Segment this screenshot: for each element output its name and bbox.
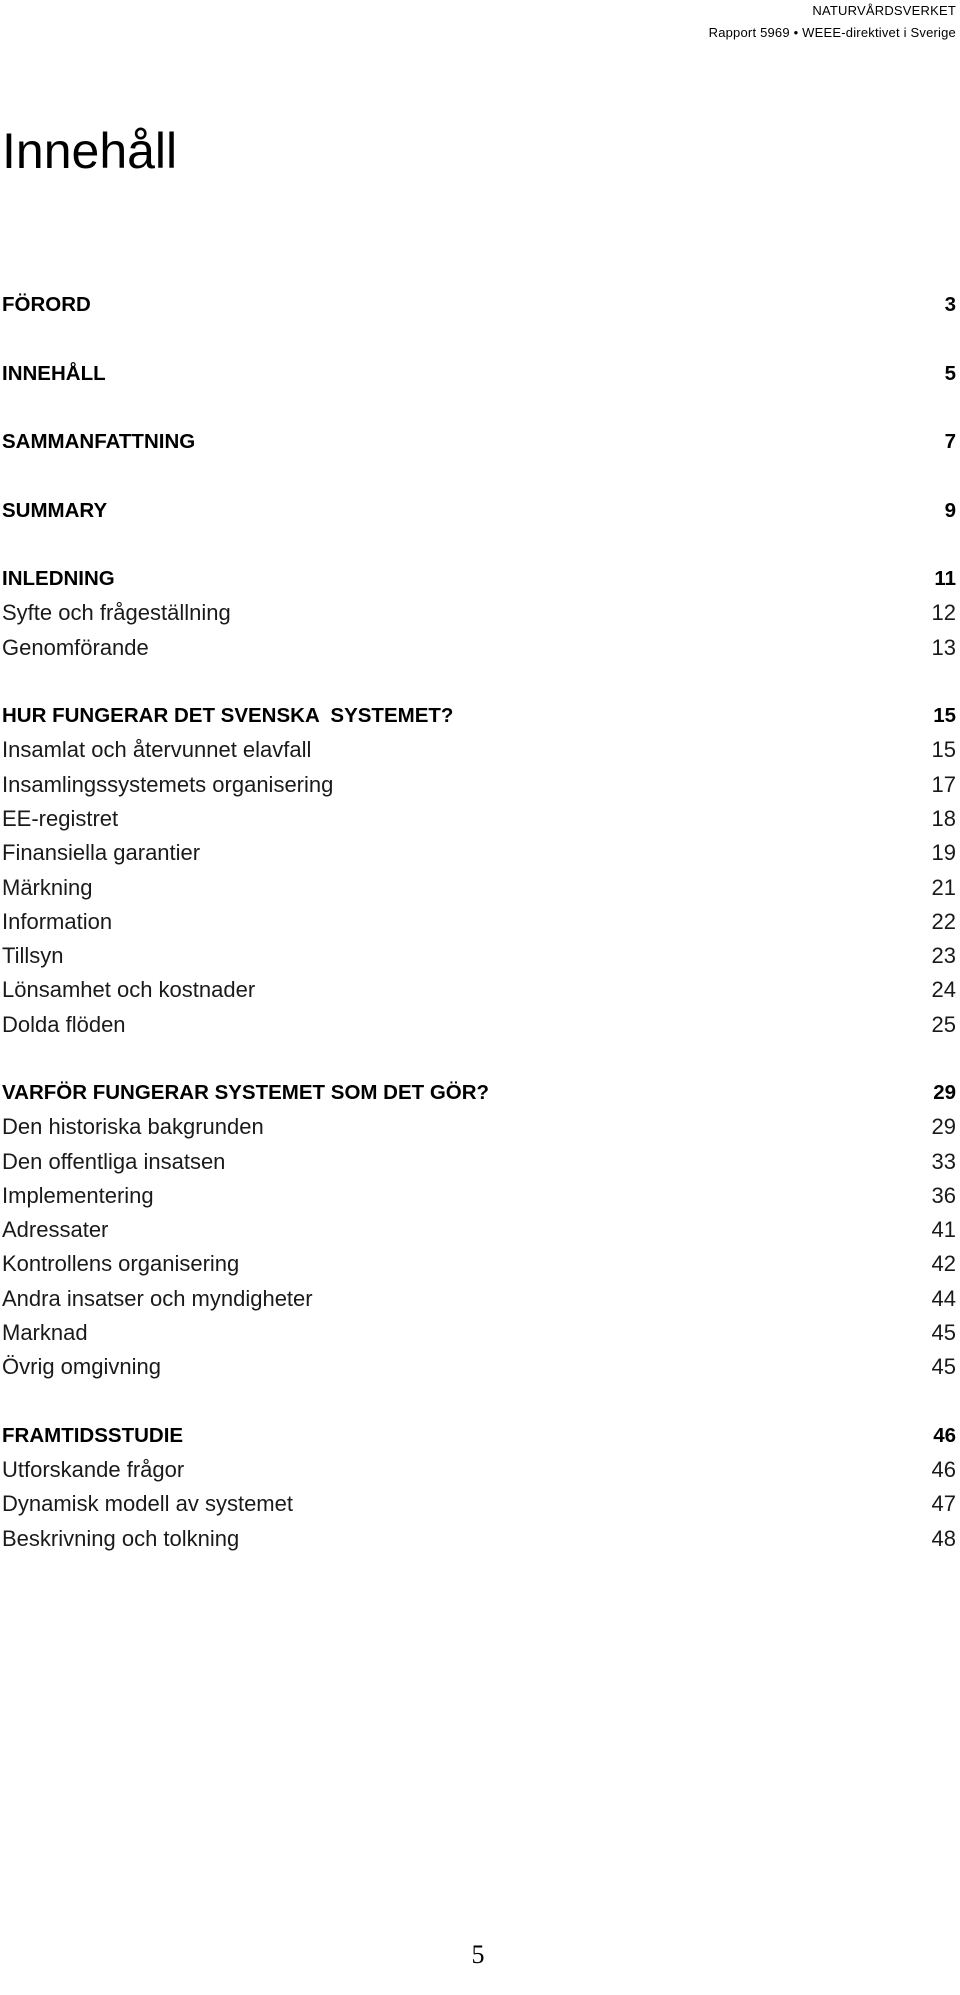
toc-heading-label: SAMMANFATTNING — [2, 430, 196, 454]
toc-entry — [2, 1247, 956, 1281]
toc-entry-page: 17 — [931, 771, 956, 797]
toc-entry-page: 45 — [931, 1319, 956, 1345]
toc-entry — [2, 939, 956, 973]
toc-entry — [2, 1008, 956, 1042]
toc-entry — [2, 1487, 956, 1521]
toc-entry — [2, 1282, 956, 1316]
toc-heading-row — [2, 1419, 956, 1453]
toc-entry-label: Utforskande frågor — [2, 1457, 185, 1483]
toc-section — [2, 494, 956, 528]
toc-heading-page: 11 — [934, 567, 956, 591]
toc-section — [2, 1419, 956, 1556]
toc-entry — [2, 733, 956, 767]
toc-entry-label: Adressater — [2, 1217, 109, 1243]
toc-section — [2, 425, 956, 459]
toc-entry-label: Den offentliga insatsen — [2, 1148, 226, 1174]
toc-entry-label: Beskrivning och tolkning — [2, 1525, 240, 1551]
toc-entry-label: Syfte och frågeställning — [2, 600, 231, 626]
toc-entry-label: Tillsyn — [2, 943, 64, 969]
toc-heading-label: SUMMARY — [2, 498, 108, 522]
toc-entry-label: Dolda flöden — [2, 1011, 126, 1037]
toc-entry — [2, 768, 956, 802]
toc-entry-label: Märkning — [2, 874, 93, 900]
toc-heading-page: 5 — [944, 361, 956, 385]
toc-entry — [2, 1522, 956, 1556]
toc-entry-label: Information — [2, 908, 113, 934]
toc-heading-page: 3 — [944, 293, 956, 316]
header-report-title: Rapport 5969 • WEEE-direktivet i Sverige — [708, 25, 956, 40]
toc-heading-row — [2, 288, 956, 322]
toc-entry-page: 46 — [931, 1457, 956, 1483]
toc-heading-label: INLEDNING — [2, 567, 115, 591]
toc-heading-label: FRAMTIDSSTUDIE — [2, 1423, 184, 1447]
toc-entry-page: 22 — [931, 908, 956, 934]
toc-heading-row — [2, 425, 956, 459]
toc-heading-label: VARFÖR FUNGERAR SYSTEMET SOM DET GÖR? — [2, 1081, 490, 1105]
toc-entry-page: 21 — [931, 874, 956, 900]
toc-entry-label: Insamlat och återvunnet elavfall — [2, 737, 312, 763]
toc-section — [2, 1076, 956, 1384]
page-number: 5 — [471, 1940, 485, 1969]
toc-entry — [2, 1213, 956, 1247]
toc-entry-label: Implementering — [2, 1182, 154, 1208]
toc-entry-page: 33 — [931, 1148, 956, 1174]
toc-entry-page: 36 — [931, 1182, 956, 1208]
toc-entry-page: 29 — [931, 1114, 956, 1140]
toc-entry — [2, 1110, 956, 1144]
page-title: Innehåll — [2, 123, 178, 179]
toc-heading-page: 9 — [944, 498, 956, 522]
toc-entry-page: 18 — [931, 805, 956, 831]
toc-heading-page: 29 — [933, 1081, 956, 1105]
toc-entry-page: 47 — [931, 1491, 956, 1517]
running-header — [709, 0, 956, 44]
toc-entry-page: 24 — [931, 977, 956, 1003]
toc-entry-page: 23 — [931, 943, 956, 969]
toc-heading-row — [2, 1076, 956, 1110]
toc-entry — [2, 1179, 956, 1213]
toc-heading-row — [2, 699, 956, 733]
toc-entry-page: 44 — [931, 1285, 956, 1311]
toc-entry-page: 12 — [931, 600, 956, 626]
toc-heading-page: 46 — [933, 1423, 956, 1447]
toc-entry-label: Finansiella garantier — [2, 840, 201, 866]
toc-heading-page: 7 — [944, 430, 956, 454]
toc-entry-page: 25 — [931, 1011, 956, 1037]
toc-entry-page: 48 — [931, 1525, 956, 1551]
toc-heading-label: FÖRORD — [2, 293, 91, 316]
toc-heading-label: INNEHÅLL — [2, 361, 106, 385]
toc-section — [2, 562, 956, 665]
toc-entry — [2, 631, 956, 665]
toc-entry — [2, 1316, 956, 1350]
toc-heading-page: 15 — [933, 704, 956, 728]
toc-heading-label: HUR FUNGERAR DET SVENSKA SYSTEMET? — [2, 704, 454, 728]
toc-entry-page: 41 — [931, 1217, 956, 1243]
toc-entry-label: Den historiska bakgrunden — [2, 1114, 264, 1140]
toc-section — [2, 357, 956, 391]
toc-entry-page: 19 — [931, 840, 956, 866]
toc-entry-label: Dynamisk modell av systemet — [2, 1491, 293, 1517]
toc-entry-label: Övrig omgivning — [2, 1354, 161, 1380]
toc-entry-label: EE-registret — [2, 805, 119, 831]
header-organization: NATURVÅRDSVERKET — [812, 3, 956, 18]
toc-entry — [2, 973, 956, 1007]
toc-entry-label: Kontrollens organisering — [2, 1251, 240, 1277]
toc-heading-row — [2, 357, 956, 391]
toc-entry — [2, 905, 956, 939]
toc-entry — [2, 596, 956, 630]
toc-section — [2, 288, 956, 322]
toc-entry — [2, 871, 956, 905]
toc-entry — [2, 802, 956, 836]
toc-entry — [2, 1145, 956, 1179]
toc-entry-page: 45 — [931, 1354, 956, 1380]
toc-section — [2, 699, 956, 1042]
toc-entry-label: Andra insatser och myndigheter — [2, 1285, 313, 1311]
toc-entry-label: Lönsamhet och kostnader — [2, 977, 256, 1003]
toc-entry — [2, 1453, 956, 1487]
toc-entry-page: 15 — [931, 737, 956, 763]
toc-heading-row — [2, 562, 956, 596]
toc-entry-page: 42 — [931, 1251, 956, 1277]
toc-entry-label: Genomförande — [2, 634, 149, 660]
toc-heading-row — [2, 494, 956, 528]
toc-entry — [2, 836, 956, 870]
toc-entry-label: Insamlingssystemets organisering — [2, 771, 334, 797]
table-of-contents — [2, 288, 956, 1556]
toc-entry-label: Marknad — [2, 1319, 88, 1345]
toc-entry — [2, 1350, 956, 1384]
toc-entry-page: 13 — [931, 634, 956, 660]
